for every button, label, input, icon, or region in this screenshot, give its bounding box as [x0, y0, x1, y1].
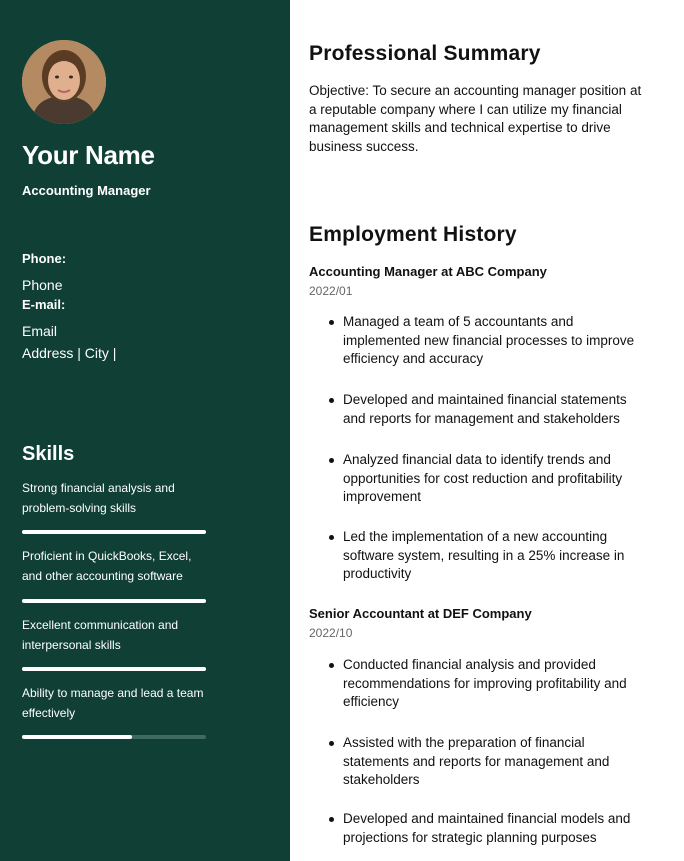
job-bullet: Analyzed financial data to identify trends and opportunities for cost reduction and profitability improvement	[343, 451, 643, 507]
skill-text: interpersonal skills	[22, 638, 121, 652]
skills-heading: Skills	[22, 443, 75, 465]
skill-item	[22, 615, 206, 655]
skill-level-fill	[22, 530, 206, 534]
job-bullet: Led the implementation of a new accounting software system, resulting in a 25% increase in productivity	[343, 528, 643, 584]
job-title: Accounting Manager at ABC Company	[309, 264, 547, 279]
skill-level-bar	[22, 735, 206, 739]
job-title: Senior Accountant at DEF Company	[309, 606, 532, 621]
sidebar	[0, 0, 290, 861]
skill-level-bar	[22, 667, 206, 671]
skill-text: and other accounting software	[22, 569, 183, 583]
avatar	[22, 40, 106, 124]
profile-photo	[22, 40, 106, 124]
skill-level-fill	[22, 735, 132, 739]
email-value: Email	[22, 323, 58, 339]
job-bullet: Conducted financial analysis and provided recommendations for improving profitability and efficiency	[343, 656, 643, 712]
phone-value: Phone	[22, 277, 63, 293]
job-date: 2022/10	[309, 626, 353, 640]
summary-heading: Professional Summary	[309, 42, 541, 65]
skill-text: Ability to manage and lead a team	[22, 686, 204, 700]
job-bullet: Developed and maintained financial statements and reports for management and stakeholders	[343, 391, 643, 428]
skill-item	[22, 683, 206, 723]
phone-label: Phone:	[22, 251, 67, 266]
skill-text: Proficient in QuickBooks, Excel,	[22, 549, 192, 563]
skill-level-fill	[22, 599, 206, 603]
email-label: E-mail:	[22, 297, 66, 312]
skill-level-fill	[22, 667, 206, 671]
job-date: 2022/01	[309, 284, 353, 298]
job-bullet: Developed and maintained financial models and projections for strategic planning purposes	[343, 810, 643, 847]
skill-text: Strong financial analysis and	[22, 481, 175, 495]
job-bullet: Managed a team of 5 accountants and implemented new financial processes to improve efficiency and accuracy	[343, 313, 643, 369]
profile-title: Accounting Manager	[22, 183, 151, 198]
skill-text: effectively	[22, 706, 76, 720]
skill-level-bar	[22, 599, 206, 603]
skill-text: problem-solving skills	[22, 501, 137, 515]
skill-item	[22, 546, 206, 586]
skill-level-bar	[22, 530, 206, 534]
address-value: Address | City |	[22, 345, 117, 361]
summary-text: Objective: To secure an accounting manager position at a reputable company where I can utilize my financial management skills and technical expertise to drive business success.	[309, 83, 642, 154]
profile-name: Your Name	[22, 140, 155, 170]
skill-item	[22, 478, 206, 518]
job-bullet: Assisted with the preparation of financial statements and reports for management and stakeholders	[343, 734, 643, 790]
employment-heading: Employment History	[309, 223, 517, 246]
skill-text: Excellent communication and	[22, 618, 179, 632]
